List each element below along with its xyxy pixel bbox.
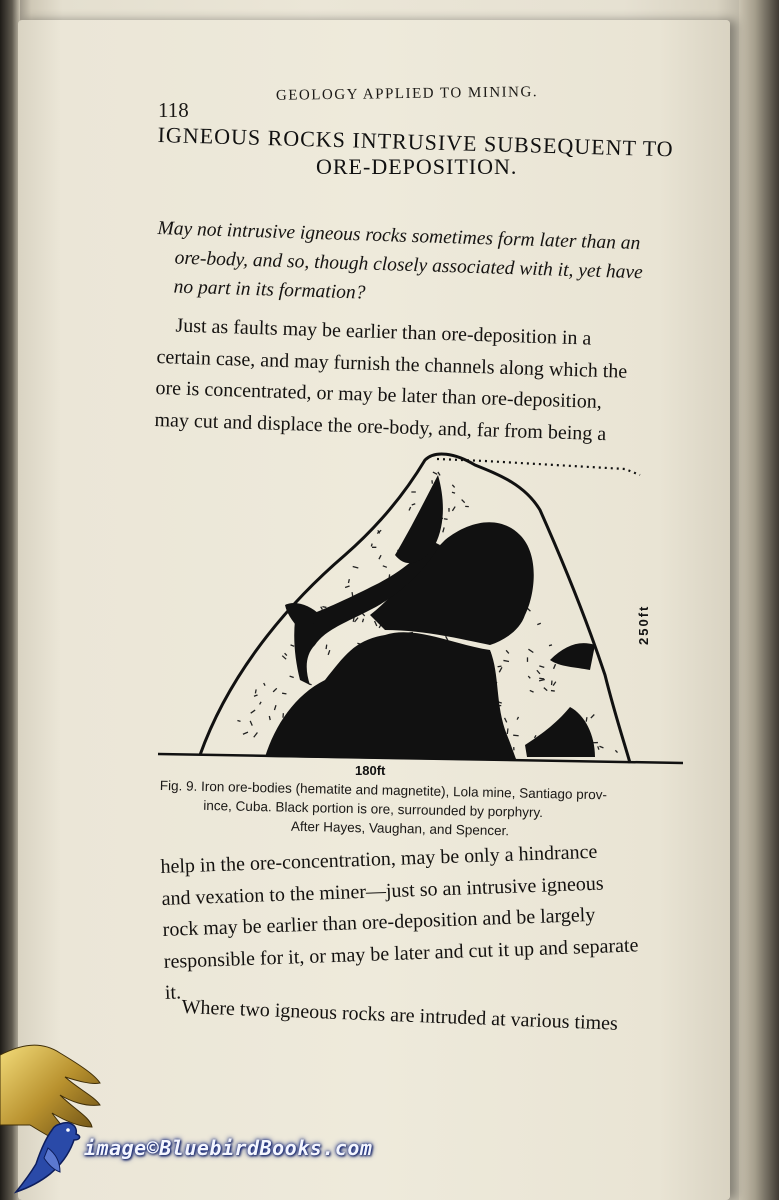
porphyry-dash	[452, 507, 455, 511]
porphyry-dash	[433, 472, 437, 474]
porphyry-dash	[355, 618, 359, 622]
porphyry-dash	[598, 746, 599, 749]
porphyry-dash	[282, 656, 286, 659]
porphyry-dash	[251, 710, 255, 713]
running-head: GEOLOGY APPLIED TO MINING.	[275, 84, 539, 104]
porphyry-dash	[452, 485, 454, 488]
question-paragraph	[155, 214, 692, 318]
porphyry-dash	[505, 718, 507, 722]
porphyry-dash	[379, 555, 381, 559]
porphyry-dash	[503, 660, 509, 661]
ore-pod-bottom-right	[525, 707, 595, 757]
porphyry-dash	[409, 507, 411, 510]
porphyry-dash	[438, 472, 440, 475]
text-line: it.	[164, 981, 182, 1004]
scale-vertical-label: 250ft	[636, 604, 651, 645]
porphyry-dash	[539, 678, 544, 679]
porphyry-dash	[285, 653, 287, 655]
text-line: rock may be earlier than ore-deposition and be largely	[162, 903, 596, 941]
porphyry-dash	[534, 735, 535, 738]
porphyry-dash	[553, 682, 556, 686]
chapter-title-line1: IGNEOUS ROCKS INTRUSIVE SUBSEQUENT TO	[157, 122, 674, 162]
question-line: May not intrusive igneous rocks sometimes form later than an	[157, 217, 641, 255]
text-line: certain case, and may furnish the channels along which the	[156, 345, 628, 383]
ore-pod-right	[550, 643, 595, 670]
porphyry-dash	[348, 579, 349, 583]
porphyry-dash	[528, 649, 533, 652]
figure-caption	[159, 776, 650, 843]
caption-line: ince, Cuba. Black portion is ore, surrounded by porphyry.	[203, 797, 544, 821]
caption-line: Fig. 9. Iron ore-bodies (hematite and magnetite), Lola mine, Santiago prov-	[159, 777, 608, 803]
page-stack-edge-right	[739, 0, 779, 1200]
porphyry-dash	[260, 702, 262, 705]
porphyry-dash	[444, 519, 448, 520]
paragraph-after-figure	[160, 834, 695, 1010]
porphyry-dash	[539, 666, 544, 668]
question-line: no part in its formation?	[173, 276, 366, 304]
porphyry-dash	[352, 592, 353, 596]
porphyry-dash	[383, 566, 387, 568]
chapter-title-line2: ORE-DEPOSITION.	[316, 154, 518, 179]
porphyry-dash	[328, 650, 330, 655]
porphyry-dash	[586, 717, 587, 722]
caption-line: After Hayes, Vaughan, and Spencer.	[290, 818, 510, 839]
porphyry-dash	[345, 586, 349, 588]
text-line: ore is concentrated, or may be later than ore-deposition,	[155, 376, 603, 413]
text-line: help in the ore-concentration, may be only a hindrance	[160, 840, 598, 878]
page-number: 118	[158, 98, 189, 122]
porphyry-dash	[551, 691, 555, 692]
porphyry-dash	[412, 504, 416, 505]
porphyry-dash	[462, 500, 465, 503]
porphyry-dash	[443, 527, 444, 532]
porphyry-dash	[537, 670, 540, 674]
text-line: may cut and displace the ore-body, and, far from being a	[154, 408, 607, 445]
porphyry-dash	[243, 732, 248, 734]
ore-body-figure	[155, 445, 685, 775]
porphyry-dash	[544, 688, 547, 691]
porphyry-dash	[371, 544, 372, 547]
porphyry-dash	[237, 721, 240, 722]
bluebird-logo-icon	[10, 1112, 82, 1196]
porphyry-dash	[498, 666, 502, 667]
porphyry-dash	[264, 683, 265, 686]
porphyry-dash	[254, 733, 258, 738]
question-line: ore-body, and so, though closely associated with it, yet have	[174, 247, 644, 284]
porphyry-dash	[274, 705, 276, 710]
scale-horizontal-label: 180ft	[355, 763, 386, 775]
porphyry-dash	[452, 492, 455, 493]
porphyry-dash	[322, 607, 326, 608]
porphyry-dash	[507, 728, 508, 733]
text-line: responsible for it, or may be later and cut it up and separate	[163, 933, 639, 973]
porphyry-dash	[506, 650, 509, 653]
book-cover-edge-left	[0, 0, 20, 1200]
porphyry-dash	[517, 717, 518, 720]
porphyry-dash	[254, 695, 258, 696]
porphyry-dash	[591, 715, 594, 719]
porphyry-dash	[250, 721, 252, 726]
porphyry-dash	[615, 750, 617, 752]
porphyry-dash	[528, 676, 530, 678]
next-paragraph-line: Where two igneous rocks are intruded at various times	[181, 996, 619, 1035]
porphyry-dash	[291, 645, 295, 646]
porphyry-dash	[499, 667, 502, 672]
text-line: Just as faults may be earlier than ore-deposition in a	[175, 314, 592, 350]
porphyry-dash	[375, 621, 377, 626]
porphyry-dash	[321, 607, 323, 610]
porphyry-dash	[513, 735, 518, 736]
porphyry-dash	[362, 619, 363, 622]
porphyry-dash	[273, 688, 277, 692]
porphyry-dash	[326, 645, 327, 649]
porphyry-dash	[255, 689, 256, 693]
porphyry-dash	[290, 676, 294, 677]
watermark: image©BluebirdBooks.com	[84, 1136, 373, 1160]
porphyry-dash	[537, 623, 541, 624]
porphyry-dash	[353, 567, 359, 568]
porphyry-dash	[530, 690, 534, 692]
porphyry-dash	[549, 645, 552, 646]
porphyry-dash	[269, 716, 270, 720]
porphyry-dash	[554, 664, 556, 669]
text-line: and vexation to the miner—just so an intrusive igneous	[161, 872, 604, 910]
porphyry-dash	[599, 746, 603, 748]
porphyry-dash	[539, 679, 545, 680]
porphyry-dash	[282, 693, 286, 694]
paragraph-before-figure	[154, 310, 693, 453]
